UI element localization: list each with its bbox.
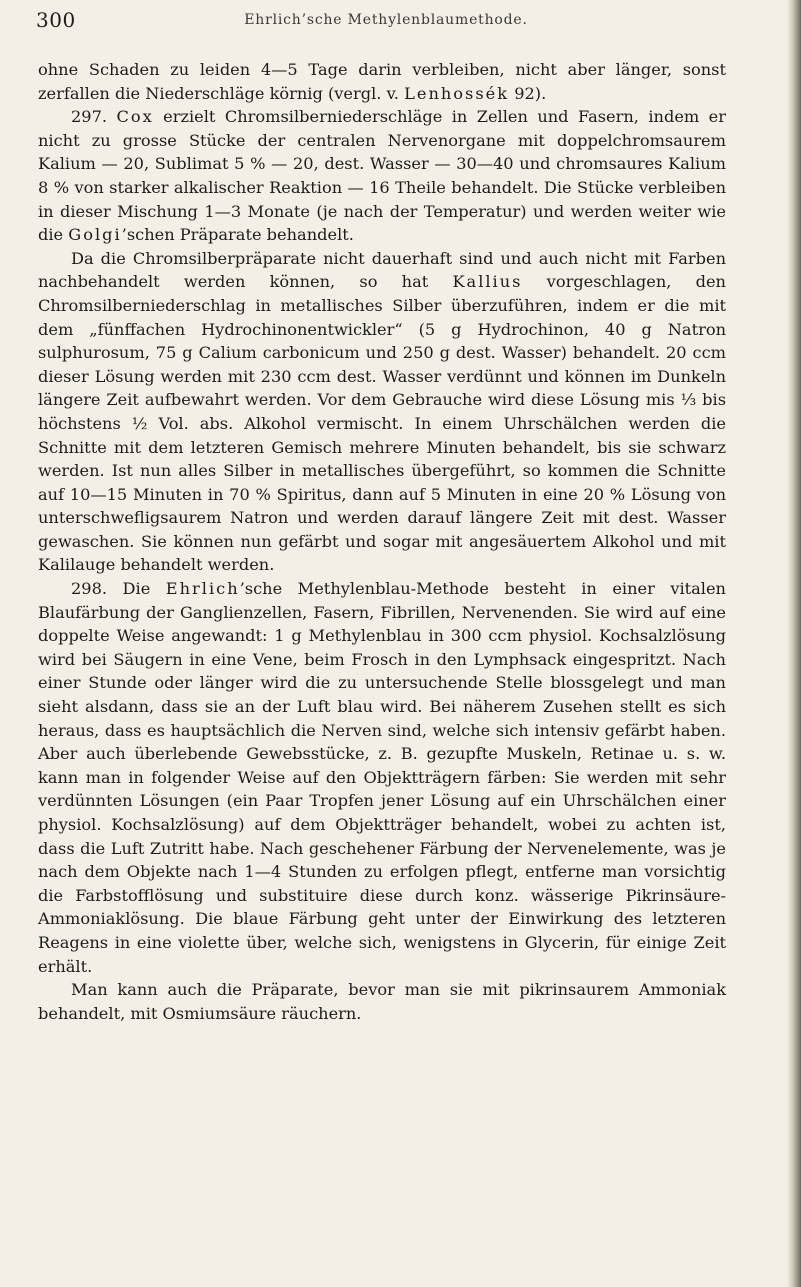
text-run: 92). <box>509 83 547 103</box>
text-run: ’schen Präparate behandelt. <box>121 225 354 245</box>
text-run: ohne Schaden zu leiden 4—5 Tage darin verbleiben, nicht aber länger, sonst zerfallen die Niederschläge körnig (vergl. v. <box>38 60 726 103</box>
paragraph-p3 <box>38 247 726 577</box>
author-name: Ehrlich <box>165 579 240 599</box>
text-run: 297. <box>71 107 117 127</box>
paragraph-p5 <box>38 978 726 1025</box>
paragraph-p4 <box>38 577 726 978</box>
text-run: ’sche Methylenblau-Methode besteht in einer vitalen Blaufärbung der Ganglienzellen, Fasern, Fibrillen, Nervenenden. Sie wird auf eine doppelte Weise angewandt: 1 g Methylenblau in 300 ccm physiol. Kochsalzlösung wird bei Säugern in eine Vene, beim Frosch in den Lymphsack eingespritzt. Nach einer Stunde oder länger wird die zu untersuchende Stelle blossgelegt und man sieht alsdann, dass sie an der Luft blau wird. Bei näherem Zusehen stellt es sich heraus, dass es hauptsächlich die Nerven sind, welche sich intensiv gefärbt haben. Aber auch überlebende Gewebsstücke, z. B. gezupfte Muskeln, Retinae u. s. w. kann man in folgender Weise auf den Objektträgern färben: Sie werden mit sehr verdünnten Lösungen (ein Paar Tropfen jener Lösung auf ein Uhrschälchen einer physiol. Kochsalzlösung) auf dem Objektträger behandelt, wobei zu achten ist, dass die Luft Zutritt habe. Nach geschehener Färbung der Nervenelemente, was je nach dem Objekte nach 1—4 Stunden zu erfolgen pflegt, entferne man vorsichtig die Farbstofflösung und substituire diese durch konz. wässerige Pikrinsäure-Ammoniaklösung. Die blaue Färbung geht unter der Einwirkung des letzteren Reagens in eine violette über, welche sich, wenigstens in Glycerin, für einige Zeit erhält. <box>38 579 726 976</box>
text-run: erzielt Chromsilberniederschläge in Zellen und Fasern, indem er nicht zu grosse Stücke der centralen Nervenorgane mit doppelchromsaurem Kalium — 20, Sublimat 5 % — 20, dest. Wasser — 30—40 und chromsaures Kalium 8 % von starker alkalischer Reaktion — 16 Theile behandelt. Die Stücke verbleiben in dieser Mischung 1—3 Monate (je nach der Temperatur) und werden weiter wie die <box>38 107 726 245</box>
paragraph-p1 <box>38 58 726 105</box>
page-number: 300 <box>36 8 76 32</box>
page-header <box>36 8 736 38</box>
author-name: Kallius <box>452 272 523 292</box>
text-run: 298. Die <box>71 579 166 599</box>
paragraph-p2 <box>38 105 726 247</box>
author-name: Cox <box>116 107 154 127</box>
text-run: Da die Chromsilberpräparate nicht dauerhaft sind und auch nicht mit Farben nachbehandelt werden können, so hat <box>38 248 726 292</box>
running-head: Ehrlich’sche Methylenblaumethode. <box>244 12 528 28</box>
author-name: Lenhossék <box>404 83 510 103</box>
text-run: vorgeschlagen, den Chromsilberniederschlag in metallisches Silber überzuführen, indem er die mit dem „fünffachen Hydrochinonentwickler“ (5 g Hydrochinon, 40 g Natron sulphurosum, 75 g Calium carbonicum und 250 g dest. Wasser) behandelt. 20 ccm dieser Lösung werden mit 230 ccm dest. Wasser verdünnt und können im Dunkeln längere Zeit aufbewahrt werden. Vor dem Gebrauche wird diese Lösung mis ⅓ bis höchstens ½ Vol. abs. Alkohol vermischt. In einem Uhrschälchen werden die Schnitte mit dem letzteren Gemisch mehrere Minuten behandelt, bis sie schwarz werden. Ist nun alles Silber in metallisches übergeführt, so kommen die Schnitte auf 10—15 Minuten in 70 % Spiritus, dann auf 5 Minuten in eine 20 % Lösung von unterschwefligsaurem Natron und werden darauf längere Zeit mit dest. Wasser gewaschen. Sie können nun gefärbt und sogar mit angesäuertem Alkohol und mit Kalilauge behandelt werden. <box>38 272 726 575</box>
body-text <box>38 58 726 1025</box>
page-edge-shadow <box>787 0 801 1287</box>
text-run: Man kann auch die Präparate, bevor man sie mit pikrinsaurem Ammoniak behandelt, mit Osmiumsäure räuchern. <box>38 980 726 1023</box>
author-name: Golgi <box>68 225 122 245</box>
